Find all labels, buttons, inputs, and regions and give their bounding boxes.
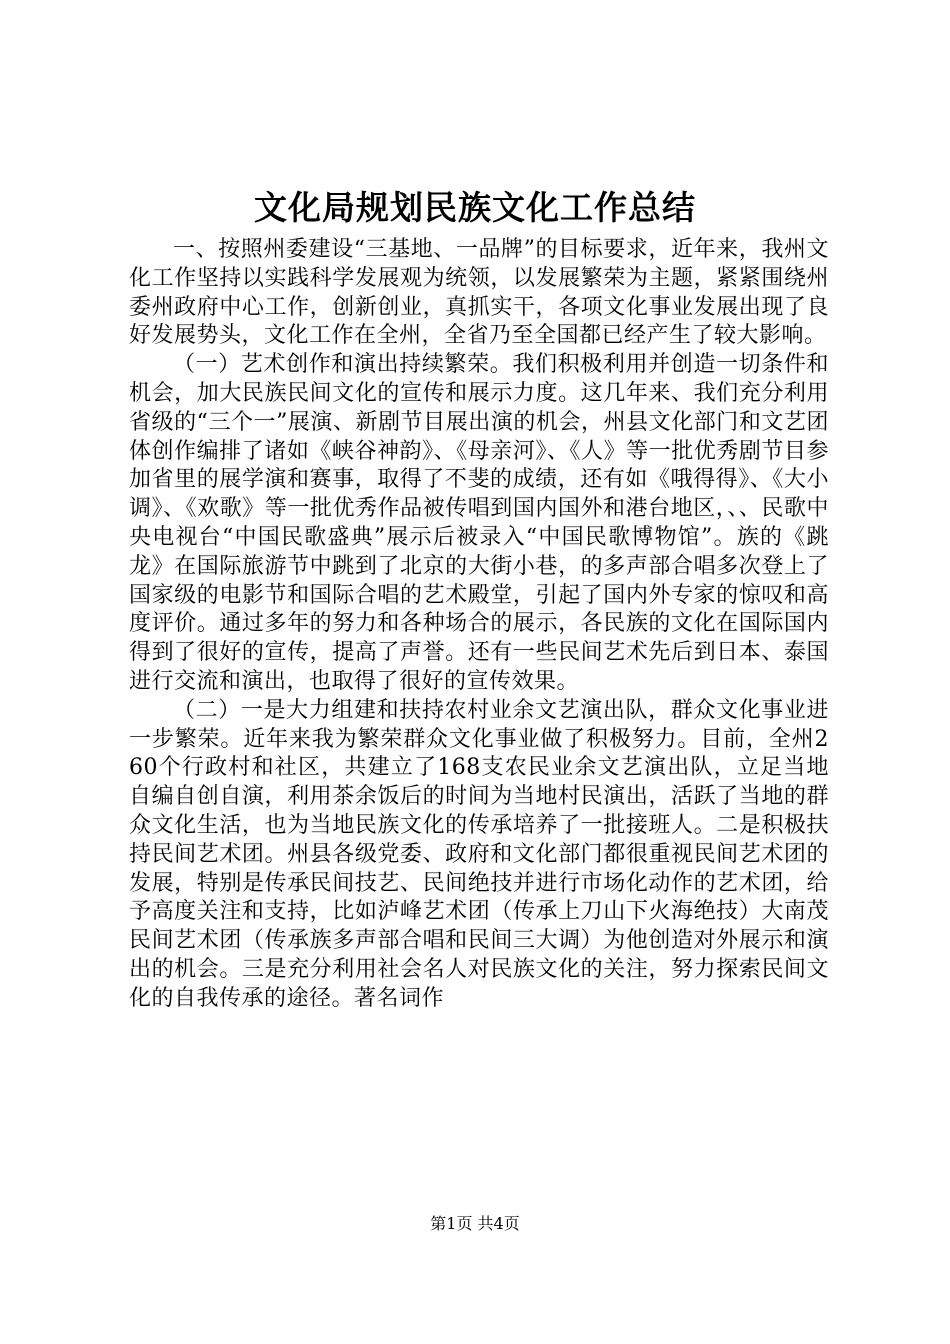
paragraph-art-creation: （一）艺术创作和演出持续繁荣。我们积极利用并创造一切条件和机会，加大民族民间文化的宣传和展示力度。这几年来、我们充分利用省级的“三个一”展演、新剧节目展出演的机会，州县文化部门和文艺团体创作编排了诸如《峡谷神韵》、《母亲河》、《人》等一批优秀剧节目参加省里的展学演和赛事，取得了不斐的成绩，还有如《哦得得》、《大小调》、《欢歌》等一批优秀作品被传唱到国内国外和港台地区，、、民歌中央电视台“中国民歌盛典”展示后被录入“中国民歌博物馆”。族的《跳龙》在国际旅游节中跳到了北京的大街小巷，的多声部合唱多次登上了国家级的电影节和国际合唱的艺术殿堂，引起了国内外专家的惊叹和高度评价。通过多年的努力和各种场合的展示，各民族的文化在国际国内得到了很好的宣传，提高了声誉。还有一些民间艺术先后到日本、泰国进行交流和演出，也取得了很好的宣传效果。 xyxy=(129,352,829,694)
document-title: 文化局规划民族文化工作总结 xyxy=(254,188,696,227)
page-footer: 第1页 共4页 xyxy=(430,1214,520,1233)
document-body xyxy=(129,236,829,1014)
paragraph-mass-culture: （二）一是大力组建和扶持农村业余文艺演出队，群众文化事业进一步繁荣。近年来我为繁荣群众文化事业做了积极努力。目前，全州260个行政村和社区，共建立了168支农民业余文艺演出队，立足当地自编自创自演，利用茶余饭后的时间为当地村民演出，活跃了当地的群众文化生活，也为当地民族文化的传承培养了一批接班人。二是积极扶持民间艺术团。州县各级党委、政府和文化部门都很重视民间艺术团的发展，特别是传承民间技艺、民间绝技并进行市场化动作的艺术团，给予高度关注和支持，比如泸峰艺术团（传承上刀山下火海绝技）大南茂民间艺术团（传承族多声部合唱和民间三大调）为他创造对外展示和演出的机会。三是充分利用社会名人对民族文化的关注，努力探索民间文化的自我传承的途径。著名词作 xyxy=(129,697,829,1011)
paragraph-intro: 一、按照州委建设“三基地、一品牌”的目标要求，近年来，我州文化工作坚持以实践科学发展观为统领，以发展繁荣为主题，紧紧围绕州委州政府中心工作，创新创业，真抓实干，各项文化事业发展出现了良好发展势头，文化工作在全州，全省乃至全国都已经产生了较大影响。 xyxy=(129,237,829,349)
